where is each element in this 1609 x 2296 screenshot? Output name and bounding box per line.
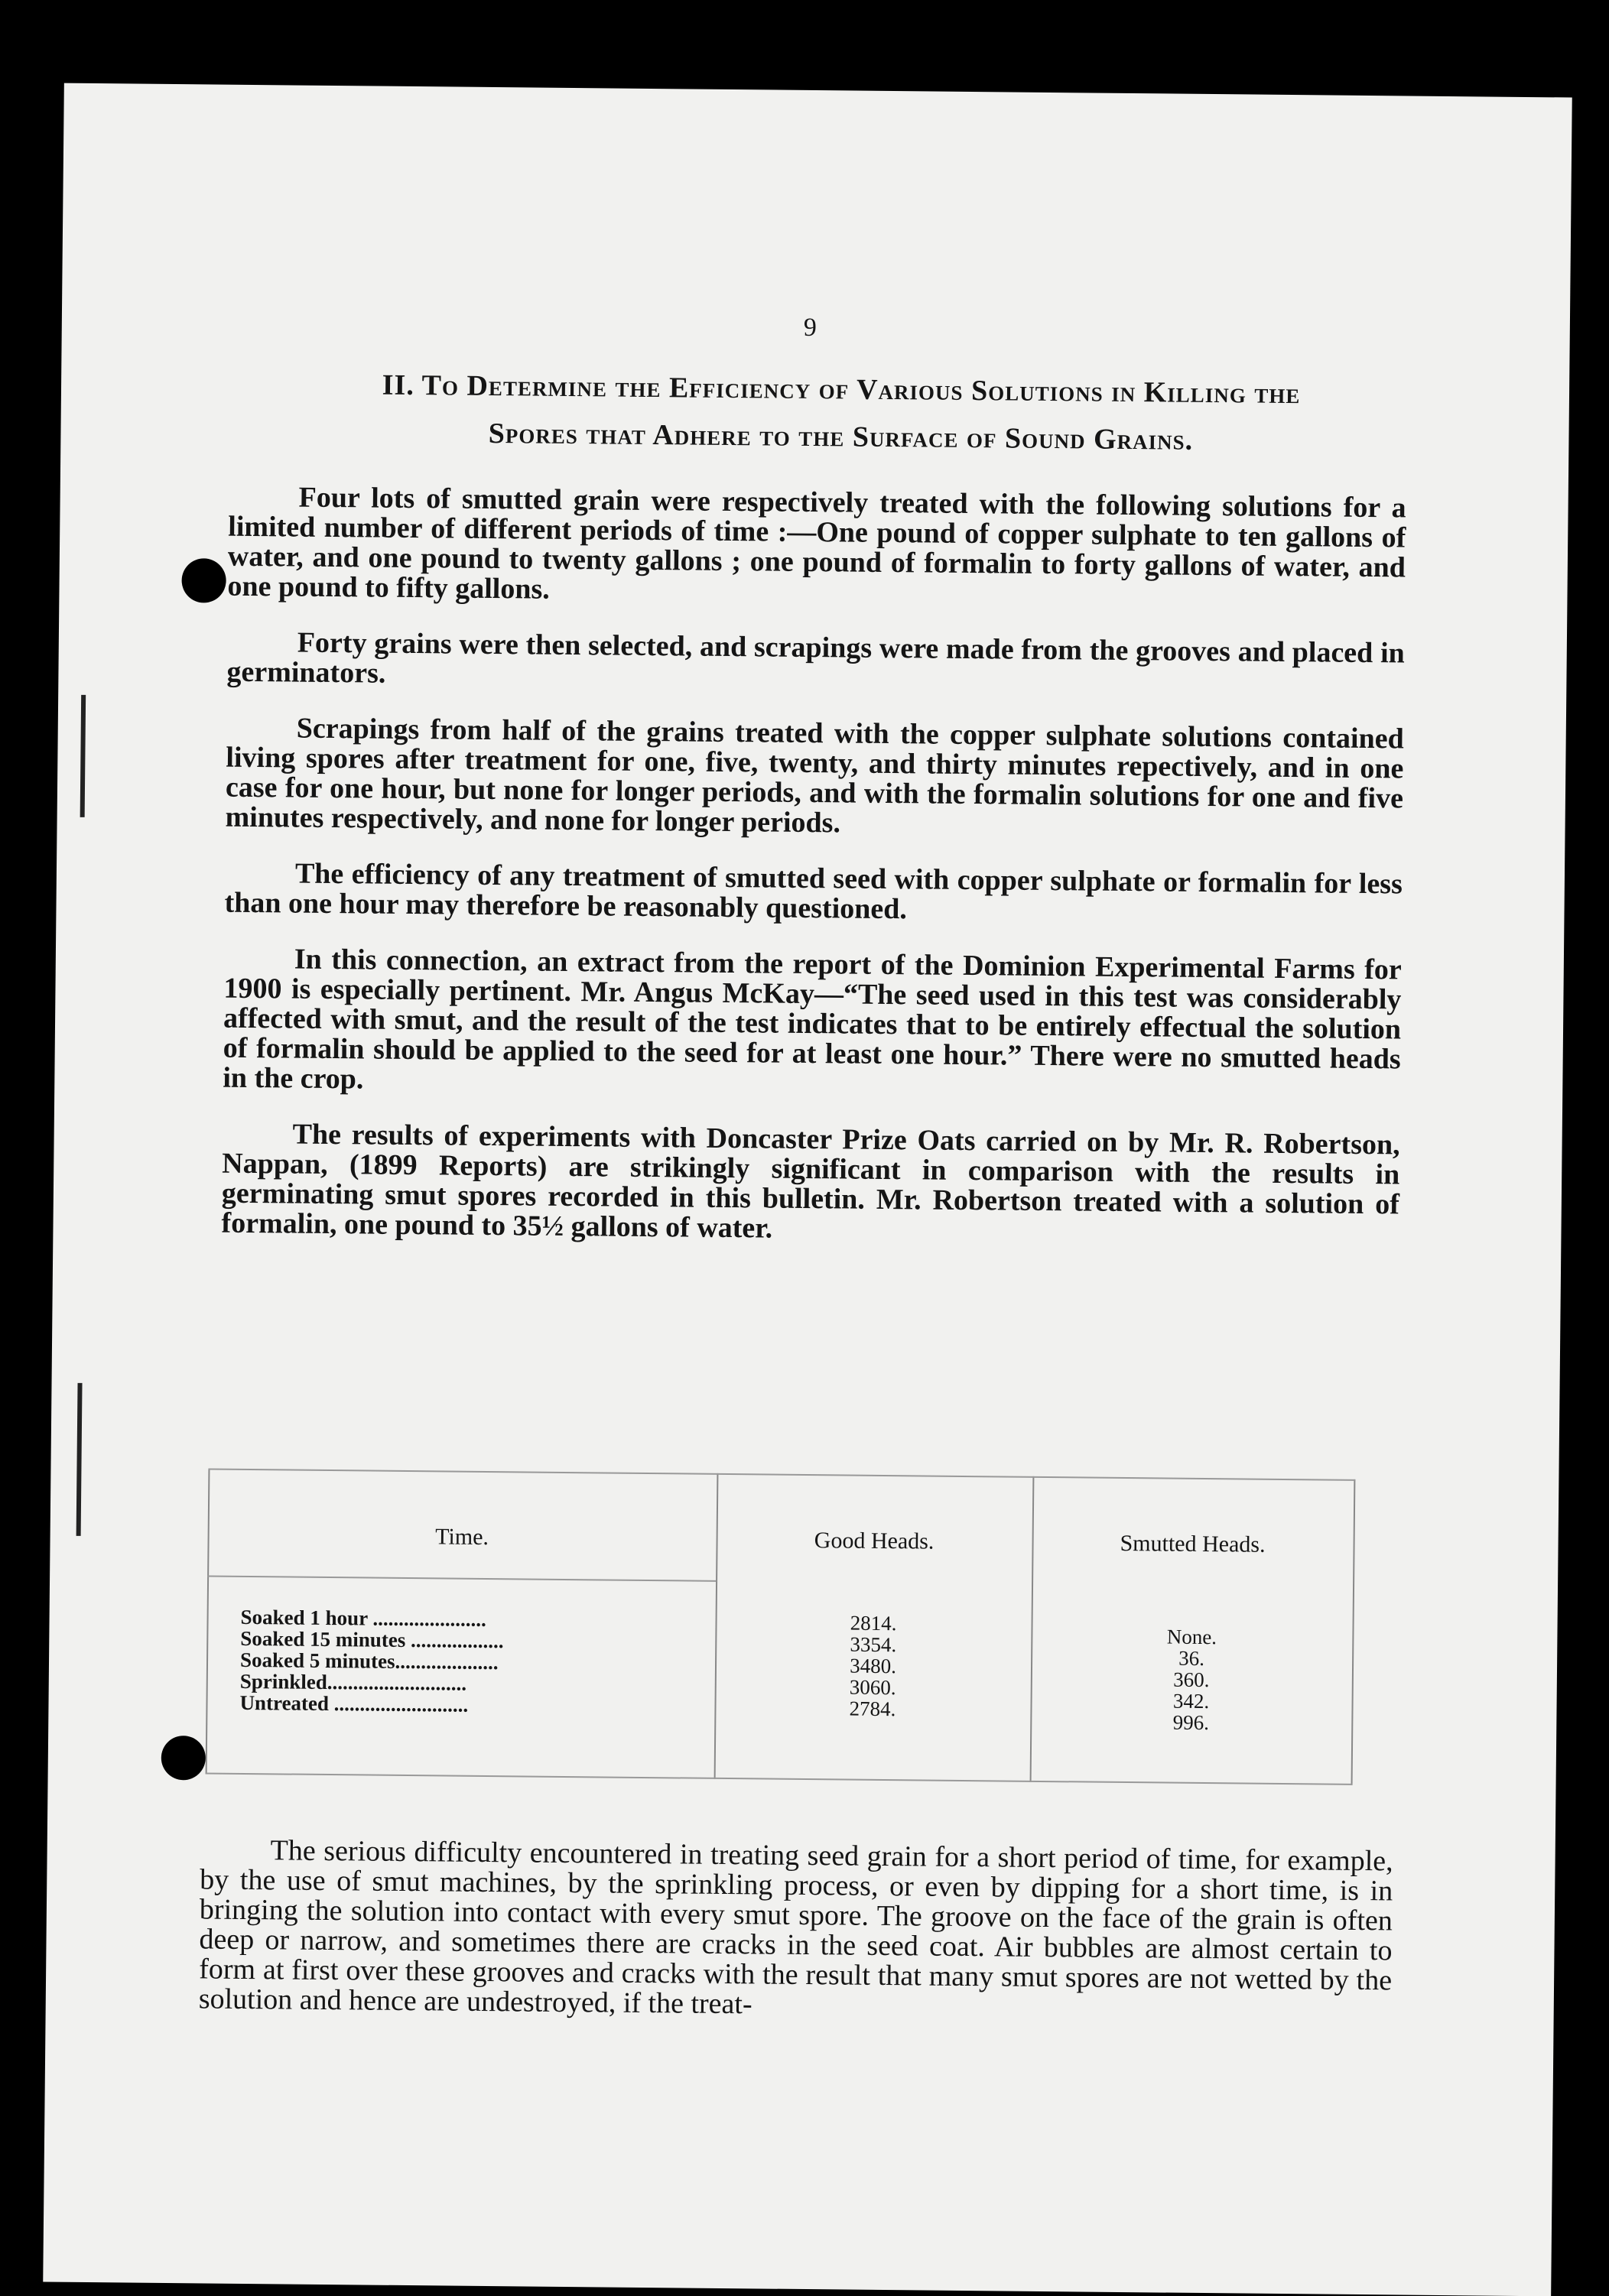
body-text [221, 482, 1406, 1276]
table-cell-time: Sprinkled........................... [239, 1669, 467, 1695]
page-number: 9 [803, 313, 818, 343]
table-border-left [206, 1468, 210, 1774]
table-border-top [208, 1468, 1355, 1480]
table-cell-smutted: 360. [1173, 1668, 1210, 1692]
table-time-column [239, 1606, 699, 1718]
paragraph-1: Four lots of smutted grain were respectively treated with the following solutions for a limited number of different periods of time :—One pound of copper sulphate to ten gallons of water, and one pound to twenty gallons ; one pound of formalin to forty gallons of water, and one pound to fifty gallons. [227, 481, 1406, 606]
table-header-rule [207, 1575, 716, 1581]
binding-mark [76, 1383, 83, 1536]
section-heading [244, 360, 1438, 466]
closing-paragraph: The serious difficulty encountered in treating seed grain for a short period of time, for example, by the use of smut machines, by the sprinkling process, or even by dipping for a short time, is in bringing the solution into contact with every smut spore. The groove on the face of the grain is often deep or narrow, and sometimes there are cracks in the seed coat. Air bubbles are almost certain to form at first over these grooves and cracks with the result that many smut spores are not wetted by the solution and hence are undestroyed, if the treat- [198, 1834, 1393, 2021]
paragraph-3: Scrapings from half of the grains treated with the copper sulphate solutions contained living spores after treatment for one, five, twenty, and thirty minutes repectively, and in one case for one hour, but none for longer periods, and with the formalin solutions for one and five minutes respectively, and none for longer periods. [225, 712, 1404, 839]
table-cell-good: 2814. [850, 1611, 897, 1635]
table-cell-good: 2784. [849, 1697, 896, 1721]
table-header-good-heads: Good Heads. [814, 1528, 935, 1554]
heading-line-2: Spores that Adhere to the Surface of Sound Grains. [488, 417, 1194, 456]
punch-hole-bottom [161, 1736, 206, 1781]
table-cell-time: Soaked 5 minutes.................... [239, 1648, 499, 1674]
results-table [206, 1468, 1356, 1785]
table-cell-smutted: 342. [1172, 1689, 1210, 1713]
table-cell-time: Soaked 1 hour ...................... [240, 1605, 487, 1631]
table-cell-smutted: 36. [1178, 1646, 1205, 1671]
table-good-column [714, 1611, 1031, 1721]
punch-hole-top [181, 558, 226, 603]
table-cell-good: 3060. [849, 1675, 896, 1700]
closing-text [199, 1835, 1393, 2025]
paragraph-2: Forty grains were then selected, and scrapings were made from the grooves and placed in germinators. [226, 626, 1405, 690]
heading-line-1: II. To Determine the Efficiency of Various Solutions in Killing the [382, 369, 1301, 411]
table-border-bottom [206, 1772, 1353, 1785]
paragraph-4: The efficiency of any treatment of smutted seed with copper sulphate or formalin for less than one hour may therefore be reasonably questioned. [224, 857, 1403, 926]
table-header-time: Time. [435, 1524, 489, 1551]
table-cell-smutted: None. [1166, 1625, 1217, 1649]
table-cell-smutted: 996. [1172, 1710, 1210, 1735]
table-smutted-column [1030, 1625, 1352, 1735]
document-page [43, 83, 1572, 2296]
table-cell-good: 3480. [850, 1654, 897, 1678]
table-header-smutted-heads: Smutted Heads. [1120, 1530, 1266, 1557]
table-cell-time: Untreated .......................... [239, 1690, 469, 1716]
table-cell-good: 3354. [850, 1632, 897, 1657]
paragraph-5: In this connection, an extract from the report of the Dominion Experimental Farms for 1900 is especially pertinent. Mr. Angus McKay—“The seed used in this test was considerably affected with smut, and the result of the test indicates that to be entirely effectual the solution of formalin should be applied to the seed for at least one hour.” There were no smutted heads in the crop. [223, 943, 1402, 1096]
binding-mark [80, 695, 86, 817]
table-cell-time: Soaked 15 minutes .................. [240, 1626, 504, 1653]
paragraph-6: The results of experiments with Doncaster Prize Oats carried on by Mr. R. Robertson, Nappan, (1899 Reports) are strikingly significant in comparison with the results in germinating smut spores recorded in this bulletin. Mr. Robertson treated with a solution of formalin, one pound to 35½ gallons of water. [221, 1118, 1400, 1245]
